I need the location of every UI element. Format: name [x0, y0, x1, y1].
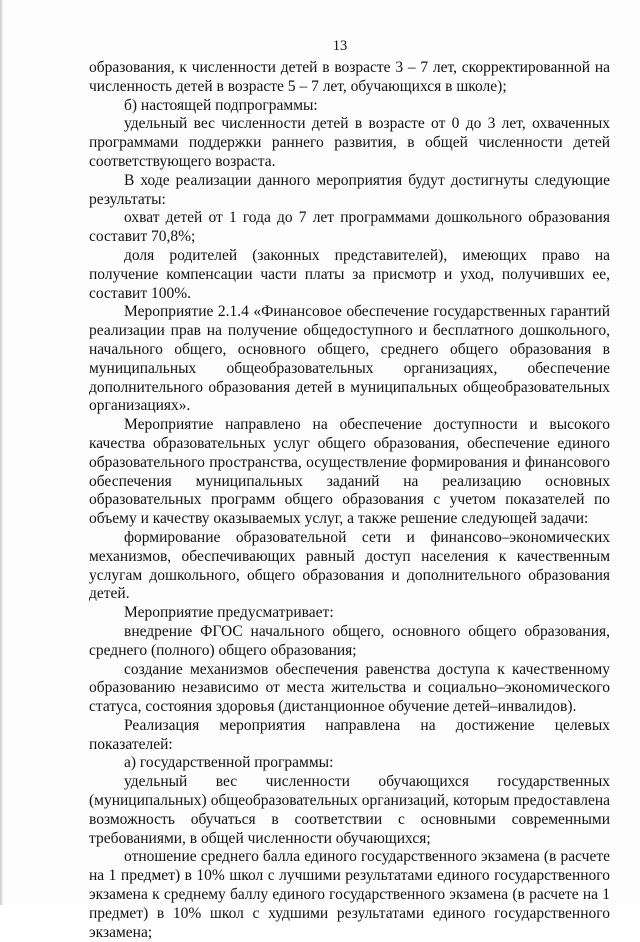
paragraph: Мероприятие 2.1.4 «Финансовое обеспечение государственных гарантий реализации прав на получение общедоступного и бесплатного дошкольного, начального общего, основного общего, среднего общего образования в муниципальных общеобразовательных организациях, обеспечение дополнительного образования детей в муниципальных общеобразовательных организациях».	[89, 303, 610, 415]
page-left-edge	[0, 0, 3, 905]
paragraph: Реализация мероприятия направлена на достижение целевых показателей:	[89, 716, 610, 753]
paragraph: отношение среднего балла единого государственного экзамена (в расчете на 1 предмет) в 10% школ с лучшими результатами единого государственного экзамена к среднему баллу единого государственного экзамена (в расчете на 1 предмет) в 10% школ с худшими результатами единого государственного экзамена;	[89, 848, 610, 941]
paragraph: Мероприятие предусматривает:	[124, 604, 334, 622]
paragraph: удельный вес численности детей в возрасте от 0 до 3 лет, охваченных программами поддержки раннего развития, в общей численности детей соответствующего возраста.	[89, 115, 610, 170]
paragraph: Мероприятие направлено на обеспечение доступности и высокого качества образовательных услуг общего образования, обеспечение единого образовательного пространства, осуществление формирования и финансового обеспечения муниципальных заданий на реализацию основных образовательных программ общего образования с учетом показателей по объему и качеству оказываемых услуг, а также решение следующей задачи:	[89, 416, 610, 528]
paragraph: создание механизмов обеспечения равенства доступа к качественному образованию независимо от места жительства и социально–экономического статуса, состояния здоровья (дистанционное обучение детей–инвалидов).	[89, 660, 610, 716]
paragraph: формирование образовательной сети и финансово–экономических механизмов, обеспечивающих равный доступ населения к качественным услугам дошкольного, общего образования и дополнительного образования детей.	[89, 528, 610, 603]
document-body	[89, 59, 610, 942]
paragraph: охват детей от 1 года до 7 лет программами дошкольного образования составит 70,8%;	[89, 209, 610, 246]
paragraph: внедрение ФГОС начального общего, основного общего образования, среднего (полного) общего образования;	[89, 622, 610, 659]
paragraph: а) государственной программы:	[124, 754, 334, 772]
page-number: 13	[332, 38, 348, 54]
paragraph: б) настоящей подпрограммы:	[124, 96, 318, 114]
paragraph: образования, к численности детей в возрасте 3 – 7 лет, скорректированной на численность детей в возрасте 5 – 7 лет, обучающихся в школе);	[89, 59, 610, 95]
paragraph: доля родителей (законных представителей), имеющих право на получение компенсации части платы за присмотр и уход, получивших ее, составит 100%.	[89, 246, 610, 302]
paragraph: В ходе реализации данного мероприятия будут достигнуты следующие результаты:	[89, 171, 610, 208]
paragraph: удельный вес численности обучающихся государственных (муниципальных) общеобразовательных организаций, которым предоставлена возможность обучаться в соответствии с основными современными требованиями, в общей численности обучающихся;	[89, 773, 610, 847]
